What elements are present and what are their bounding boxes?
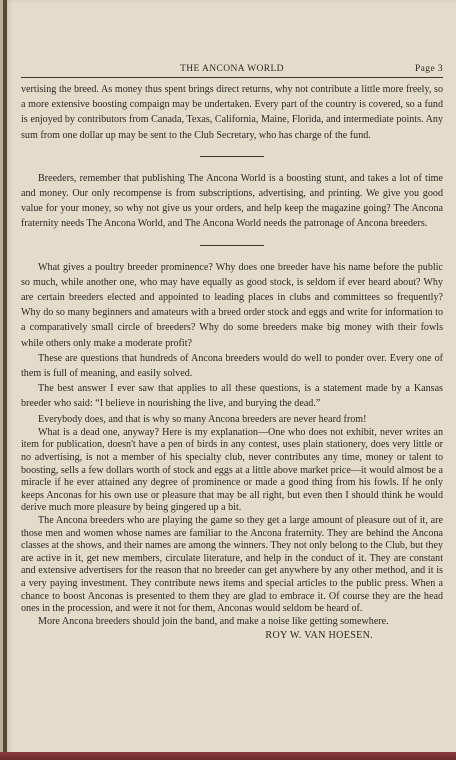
paragraph-join-band: More Ancona breeders should join the band, and make a noise like getting somewhere. — [38, 615, 389, 627]
page-binding-edge — [3, 0, 7, 760]
header-rule — [21, 77, 443, 78]
paragraph-magazine-appeal: Breeders, remember that publishing The Ancona World is a boosting stunt, and takes a lot of time and money. Our only recompense is from subscriptions, advertising, and printing. We give you good value for your money, so why not give us your orders, and help keep the magazine going? The Ancona fraternity needs The Ancona World, and The Ancona World needs the patronage of Ancona breeders. — [21, 172, 443, 230]
paragraph-continuation: vertising the breed. As money thus spent brings direct returns, why not contribute a little more freely, so a more extensive boosting compaign may be undertaken. Every part of the country is covered, so a fund is enjoyed by contributors from Canada, Texas, California, Maine, Florida, and intermediate points. Any sum from one dollar up may be sent to the Club Secretary, who has charge of the fund. — [21, 84, 443, 141]
book-bottom-edge — [0, 752, 456, 760]
section-divider — [200, 156, 264, 157]
paragraph-best-answer: The best answer I ever saw that applies to all these questions, is a statement made by a Kansas breeder who said: “I believe in nourishing the live, and burying the dead.” — [21, 383, 443, 410]
article-body — [21, 82, 443, 644]
paragraph-never-heard: Everybody does, and that is why so many Ancona breeders are never heard from! — [38, 413, 367, 425]
paragraph-prominence-question: What gives a poultry breeder prominence? Why does one breeder have his name before the public so much, while another one, who may have equally as good stock, is seldom if ever heard about? Why are certain breeders elected and appointed to leading places in clubs and committees so frequently? Why do so many beginners and amateurs with a breed order stock and eggs and write for information to a comparatively small circle of breeders? Why do some breeders make big money with their fowls while others only make a moderate profit? — [21, 261, 443, 349]
page-number: Page 3 — [415, 64, 443, 74]
paragraph-playing-game: The Ancona breeders who are playing the game so they get a large amount of pleasure out of it, are those men and women whose names are familiar to the Ancona fraternity. They are behind the Ancona classes at the shows, and their names are among the winners. They not only belong to the Club, but they are active in it, get new members, circulate literature, and help in the conduct of it. They are constant and extensive advertisers for the reason that no breeder can get anywhere by any other method, and it is a very paying investment. They contribute news items and special articles to the public press. When a chance to boost Anconas is presented to them they are glad to embrace it. Of course they are the head ones in the procession, and were it not for them, Anconas would seldom be heard of. — [21, 515, 443, 615]
publication-title: THE ANCONA WORLD — [180, 64, 284, 74]
author-signature: ROY W. VAN HOESEN. — [265, 630, 373, 642]
paragraph-questions: These are questions that hundreds of Ancona breeders would do well to ponder over. Every one of them is full of meaning, and easily solved. — [21, 352, 443, 380]
paragraph-dead-one: What is a dead one, anyway? Here is my explanation—One who does not exhibit, never writes an item for publication, doesn't have a pen of birds in any contest, uses plain stationery, does very little or no advertising, is not a member of his specialty club, never contributes any time, money or talent to boosting, sells a few dollars worth of stock and eggs at a little above market price—it would almost be a miracle if he ever attained any degree of prominence or made a good thing from his fowls. If he only keeps Anconas for his own use or pleasure that may be all right, but even then I should think he would derive much more pleasure by being gingered up a bit. — [21, 426, 443, 514]
page — [3, 0, 456, 760]
section-divider — [200, 245, 264, 246]
running-header — [21, 64, 443, 78]
